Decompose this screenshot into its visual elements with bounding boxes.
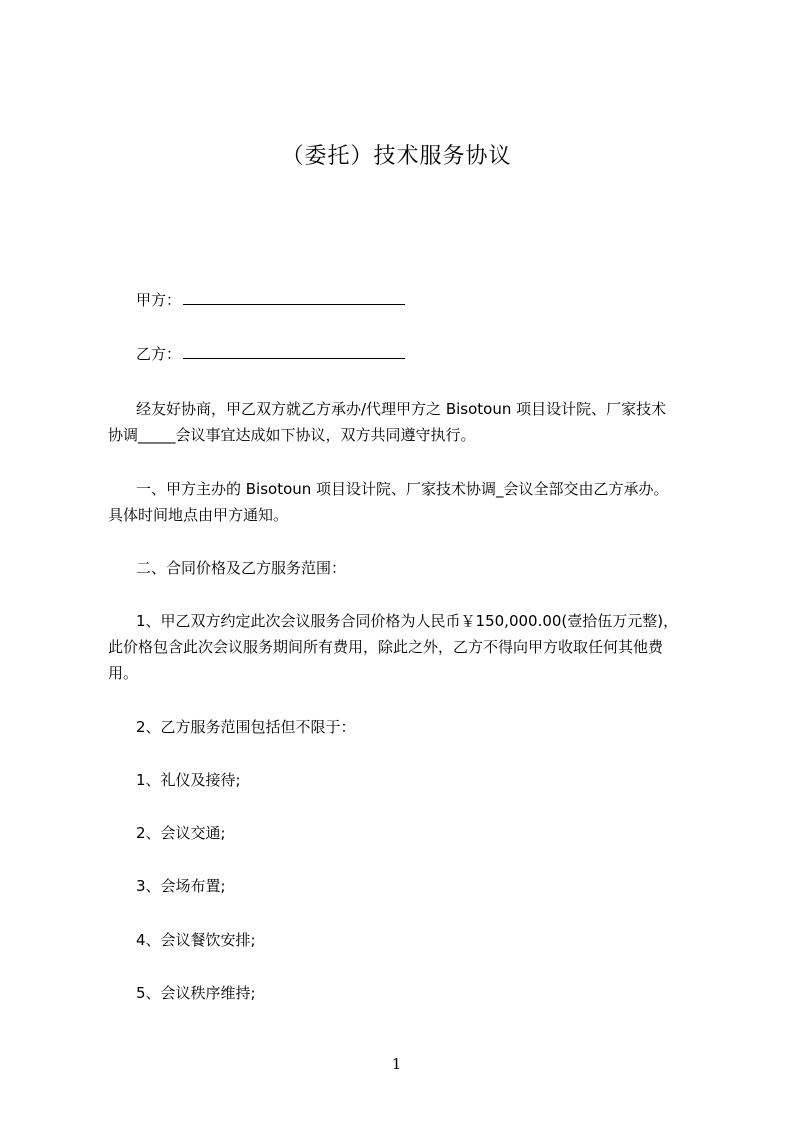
clause-1-line-1: 一、甲方主办的 Bisotoun 项目设计院、厂家技术协调_会议全部交由乙方承办。 <box>136 480 669 498</box>
document-title: （委托）技术服务协议 <box>281 144 512 169</box>
scope-item: 4、会议餐饮安排; <box>136 931 256 949</box>
scope-heading: 2、乙方服务范围包括但不限于： <box>136 718 356 736</box>
party-b-label: 乙方： <box>136 345 182 363</box>
price-line-3: 用。 <box>108 664 139 682</box>
intro-line-2: 协调_____会议事宜达成如下协议，双方共同遵守执行。 <box>108 426 476 444</box>
page-number: 1 <box>391 1055 402 1073</box>
clause-1-line-2: 具体时间地点由甲方通知。 <box>108 506 289 524</box>
scope-item: 1、礼仪及接待; <box>136 771 241 789</box>
scope-item: 5、会议秩序维持; <box>136 984 256 1002</box>
party-a-blank <box>183 289 405 305</box>
party-a-label: 甲方： <box>136 291 182 309</box>
scope-item: 2、会议交通; <box>136 824 226 842</box>
scope-item: 3、会场布置; <box>136 877 226 895</box>
price-line-1: 1、甲乙双方约定此次会议服务合同价格为人民币￥150,000.00(壹拾伍万元整)， <box>136 612 679 630</box>
party-a-line <box>136 287 736 313</box>
clause-2-heading: 二、合同价格及乙方服务范围： <box>136 559 347 577</box>
party-b-blank <box>183 343 405 359</box>
intro-line-1: 经友好协商，甲乙双方就乙方承办/代理甲方之 Bisotoun 项目设计院、厂家技术 <box>136 400 667 418</box>
party-b-line <box>136 341 736 367</box>
price-line-2: 此价格包含此次会议服务期间所有费用，除此之外，乙方不得向甲方收取任何其他费 <box>108 638 664 656</box>
